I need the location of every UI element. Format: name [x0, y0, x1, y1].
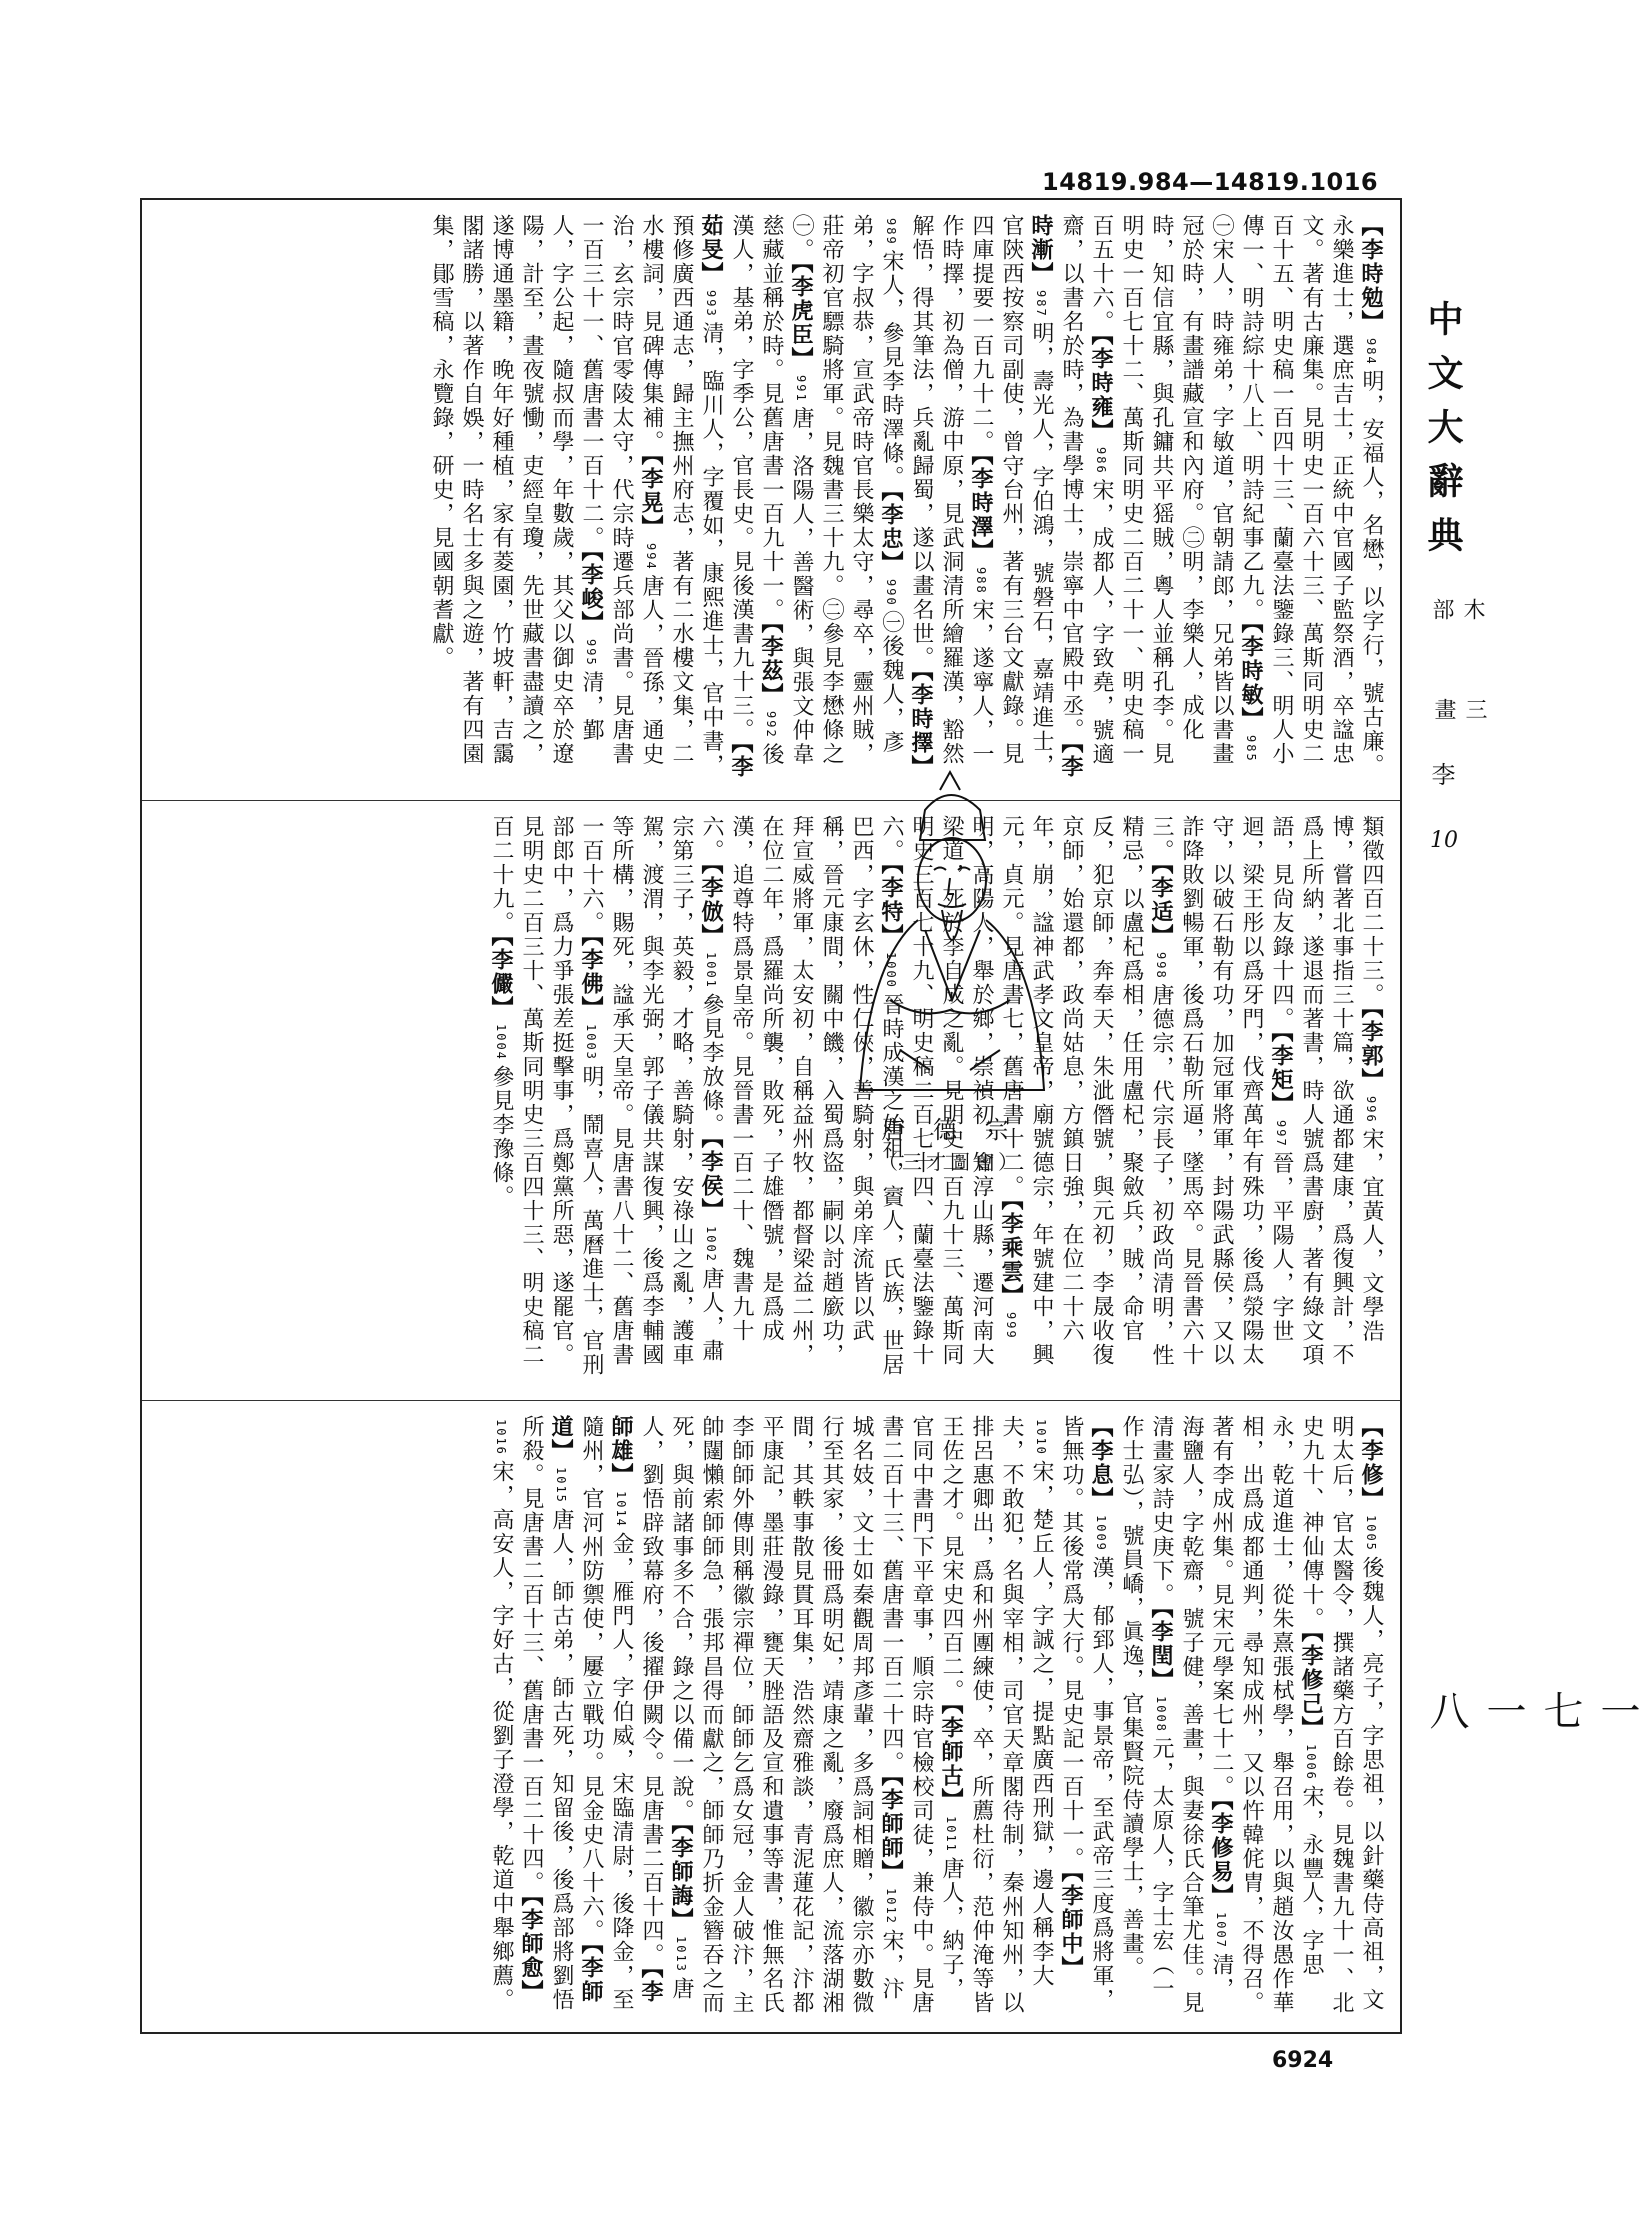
- entry-headword: 【 李乘雲 】: [998, 1199, 1024, 1308]
- entry-number: 1008: [1154, 1696, 1168, 1733]
- entry-headword: 【 李閏 】: [1148, 1607, 1174, 1692]
- portrait-caption-source: （三才圖會）: [878, 1150, 1022, 1174]
- entry-number: 1011: [944, 1816, 958, 1853]
- entry-headword: 【 李修易 】: [1208, 1799, 1234, 1908]
- entry-text: 明，壽光人，字伯鴻，號磐石，嘉靖進士，官陝西按察司副使，曾守台州，著有三台文獻錄。見四庫提要一百九十二。: [969, 214, 1054, 778]
- entry-headword: 【 李師誨 】: [668, 1823, 694, 1932]
- entry-text: 唐人，納子，官同中書門下平章事，順宗時官檢校司徒，兼侍中。見唐書二百十三、舊唐書一百二十四。: [879, 1415, 964, 2015]
- entry-headword: 【 李師雄 】: [608, 1415, 664, 2004]
- entry-text: 宋，高安人，字好古，從劉子澄學，乾道中舉鄉薦。: [489, 1459, 514, 2012]
- dictionary-title: 中文大辭典: [1422, 300, 1464, 570]
- entry-number: 985: [1244, 735, 1258, 763]
- entry-headword: 【 李佛 】: [578, 935, 604, 1020]
- entry-text: 唐人，肅宗第三子，英毅，才略，善騎射，安祿山之亂，護車駕，渡渭，與李光弼，郭子儀共謀復興，後爲李輔國等所構，賜死，諡承天皇帝。見唐書八十二、舊唐書一百十六。: [579, 815, 724, 1367]
- entry-number: 1014: [614, 1491, 628, 1528]
- entry-headword: 【 李修 】: [1358, 1415, 1384, 1511]
- entry-number: 992: [764, 711, 778, 739]
- dictionary-entry: [1359, 815, 1384, 1007]
- entry-text: 宋人，參見李時澤條。: [879, 249, 904, 490]
- entry-number: 1012: [884, 1888, 898, 1925]
- entry-text: 晉時成漢之始祖，賨人，氏族，世居巴西，字玄休，性仁俠，善騎射，與弟庠流皆以武稱，晉元康間，關中饑，入蜀爲盜，嗣以討趙廞功，拜宣威將軍，太安初，自稱益州牧，都督梁益二州，在位二年，爲羅尚所襲，敗死，子雄僭號，是爲成漢，追尊特爲景皇帝。見晉書一百二十、魏書九十六。: [699, 815, 904, 1377]
- entry-headword: 【 李修己 】: [1298, 1631, 1324, 1740]
- entry-text: ㊀宋人，時雍弟，字敏道，官朝請郎，兄弟皆以書畫冠於時，有畫譜藏宣和內府。㊁明，李樂人，成化時，知信宜縣，與孔鏞共平猺賊，粵人並稱孔李。見明史一百七十二、萬斯同明史二百二十一、明史稿一百五十六。: [1089, 214, 1234, 766]
- entry-headword: 【 李晃 】: [638, 454, 664, 539]
- entry-headword: 【 李師師 】: [878, 1775, 904, 1884]
- entry-number: 990: [884, 578, 898, 607]
- entry-text: 宋，楚丘人，字誠之，提點廣西刑獄，邊人稱李大夫，不敢犯，名與宰相，司官天章閣待制，秦州知州，以排呂惠卿出，爲和州團練使，卒，所薦杜衍，范仲淹等皆王佐之才。見宋史四百二。: [939, 1415, 1054, 2015]
- entry-headword: 【 李時漸 】: [1028, 214, 1084, 779]
- entry-text: 明，鬧喜人，萬曆進士，官刑部郎中，爲力爭張差挺擊事，爲鄭黨所惡，遂罷官。見明史二百三十、萬斯同明史三百四十三、明史稿二百二十九。: [489, 815, 604, 1377]
- entry-text: 宋，永豐人，字思永，乾道進士，從朱熹張栻學，舉召用，以與趙汝愚作華相，出爲成都通判，尋知成州，又以忤韓侂胄，不得召。著有李成州集。見宋元學案七十二。: [1209, 1415, 1324, 2015]
- band-middle: [142, 800, 1400, 1399]
- entry-number: 999: [1004, 1312, 1018, 1340]
- band-top: [142, 200, 1400, 798]
- entry-text: 參見李放條。: [699, 992, 724, 1137]
- entry-number: 1010: [1034, 1419, 1048, 1456]
- entry-headword: 【 李師古 】: [938, 1703, 964, 1812]
- entry-text: 漢，郁郅人，事景帝，至武帝三度爲將軍，皆無功。其後常爲大行。見史記一百十一。: [1059, 1415, 1114, 2012]
- entry-text: 參見李豫條。: [489, 1064, 514, 1209]
- entry-text: 宋，宜黃人，文學浩博，嘗著北事指三十篇，欲通都建康，爲復興計，不爲上所納，遂退而著書，時人號爲書廚，著有綠文項語，見尙友錄十四。: [1269, 815, 1384, 1367]
- entry-text: 唐，洛陽人，善醫術，與張文仲韋慈藏並稱於時。見舊唐書一百九十一。: [759, 214, 814, 767]
- entry-headword: 【 李茲 】: [758, 622, 784, 707]
- dictionary-entry: [489, 935, 514, 1209]
- entry-text: 後魏人，亮子，字思祖，以針藥侍高祖，文明太后，官太醫令，撰諸藥方百餘卷。見魏書九十一、北史九十、神仙傳十。: [1299, 1415, 1384, 2015]
- entry-headword: 【 李息 】: [1088, 1415, 1114, 1511]
- entry-number: 995: [584, 639, 598, 667]
- page-frame: [140, 198, 1402, 2034]
- entry-range-header: 14819.984—14819.1016: [1042, 168, 1379, 196]
- entry-text: 後漢人，基弟，字季公，官長史。見後漢書九十三。: [729, 214, 784, 767]
- entry-text: ㊀後魏人，彥弟，字叔恭，宣武帝時官長樂太守，尋卒，靈州賊，莊帝初官驃騎將軍。見魏書三十九。㊁參見李懋條之㊀。: [789, 214, 904, 766]
- entry-number: 988: [974, 567, 988, 595]
- entry-headword: 【 李郭 】: [1358, 1007, 1384, 1092]
- emperor-portrait: [830, 770, 1070, 1190]
- entry-headword: 【 李茹旻 】: [698, 214, 754, 779]
- entry-number: 1007: [1214, 1912, 1228, 1949]
- entry-number: 984: [1364, 338, 1378, 366]
- entry-headword: 【 李時勉 】: [1358, 214, 1384, 334]
- headword-char: 李: [1427, 762, 1455, 786]
- entry-text: 明，高陽人，舉於鄉，崇禎初，知淳山縣，遷河南大梁道，死於李自成之亂。見明史二百九十三、萬斯同明史三百七十九、明史稿二百七十四、蘭臺法鑒錄十六。: [879, 815, 994, 1367]
- entry-text: 元，太原人，字士宏（一作士弘），號員嶠，眞逸，官集賢院侍讀學士，善畫。: [1119, 1415, 1174, 2001]
- entry-number: 989: [884, 218, 898, 246]
- entry-headword: 【 李師道 】: [548, 1415, 604, 2004]
- entry-number: 1013: [674, 1936, 688, 1973]
- band-text-column: [166, 1415, 1386, 2015]
- entry-headword: 【 李虎臣 】: [788, 262, 814, 371]
- entry-number: 987: [1034, 290, 1048, 318]
- entry-number: 998: [1154, 952, 1168, 980]
- entry-headword: 【 李時敏 】: [1238, 622, 1264, 731]
- entry-text: 唐人，晉孫，通史治，玄宗時官零陵太守，代宗時遷兵部尚書。見唐書一百三十一、舊唐書一百十二。: [579, 214, 664, 767]
- entry-headword: 【 李侯 】: [698, 1137, 724, 1222]
- margin-header: [1418, 300, 1640, 1740]
- entry-headword: 【 李忠 】: [878, 490, 904, 575]
- entry-headword: 【 李矩 】: [1268, 1031, 1294, 1116]
- entry-headword: 【 李師中 】: [1058, 1871, 1084, 1980]
- entry-headword: 【 李特 】: [878, 863, 904, 948]
- stroke-count: 三畫: [1431, 698, 1487, 720]
- entry-number: 996: [1364, 1096, 1378, 1124]
- entry-text: 宋，成都人，字致堯，號適齋，以書名於時，為書學博士，崇寧中官殿中丞。: [1059, 214, 1114, 767]
- entry-number: 1005: [1364, 1515, 1378, 1552]
- entry-text: 清，海鹽人，字乾齋，號子健，善畫，與妻徐氏合筆尤佳。見清畫家詩史庚下。: [1149, 1415, 1234, 2015]
- entry-headword: 【 李儼 】: [488, 935, 514, 1020]
- entry-number: 993: [704, 290, 718, 318]
- entry-number: 1003: [584, 1024, 598, 1061]
- band-text-column: [166, 815, 1386, 1385]
- dictionary-entry: [1089, 214, 1264, 767]
- radical-section: 木部: [1429, 598, 1485, 624]
- portrait-caption-name: 唐 德 宗: [881, 1116, 1019, 1144]
- dictionary-entry: [699, 863, 724, 1137]
- page-number-chinese: 一七一八: [1423, 1690, 1640, 1740]
- entry-text: 宋，遂寧人，一作時擇，初為僧，游中原，見武洞清所繪羅漢，豁然解悟，得其筆法，兵亂歸蜀，遂以畫名世。: [909, 214, 994, 767]
- entry-headword: 【 李時擇 】: [908, 670, 934, 779]
- entry-number: 994: [644, 543, 658, 571]
- dictionary-entry: [429, 214, 604, 766]
- entry-headword: 【 李适 】: [1148, 863, 1174, 948]
- entry-text: 金，雁門人，字伯威，宋臨清尉，後降金，至隨州，官河州防禦使，屢立戰功。見金史八十六。: [579, 1415, 634, 2012]
- entry-text: 明，安福人，名懋，以字行，號古廉。永樂進士，選庶吉士，正統中官國子監祭酒，卒諡忠文。著有古廉集。見明史一百六十三、萬斯同明史二百十五、明史稿一百四十三、蘭臺法鑒錄三、明人小傳一、明詩綜十八上、明詩紀事乙九。: [1239, 214, 1384, 778]
- entry-text: 唐人，劉悟辟致幕府，後擢伊闕令。見唐書二百十四。: [639, 1415, 694, 2001]
- entry-text: 宋，汴城名妓，文士如秦觀周邦彥輩，多爲詞相贈，徽宗亦數微行至其家，後冊爲明妃，靖康之亂，廢爲庶人，流落湖湘間，其軼事散見貫耳集，浩然齋雅談，青泥蓮花記，汴都平康記，墨莊漫錄，甕天脞語及宣和遺事等書，惟無名氏李師師外傳則稱徽宗禪位，師師乞爲女冠，金人破汴，主帥闥懶索師師急，張邦昌得而獻之，師師乃折金簪吞之而死，與前諸事多不合，錄之以備一說。: [669, 1415, 904, 2015]
- entry-number: 986: [1094, 447, 1108, 475]
- band-bottom: [142, 1400, 1400, 2033]
- entry-number: 1004: [494, 1024, 508, 1061]
- entry-number: 1001: [704, 952, 718, 989]
- entry-text: 清，鄞人，字公起，隨叔而學，年數歲，其父以御史卒於遼陽，計至，晝夜號慟，吏經皇瓊，先世藏書盡讀之，遂博通墨籍，晚年好種植，家有菱園，竹坡軒，吉靄閣諸勝，以著作自娛，一時名士多與之遊，著有四園集，鄖雪稿，永覽錄，研史，見國朝耆獻。: [429, 214, 604, 766]
- entry-number: 1006: [1304, 1744, 1318, 1781]
- entry-headword: 【 李師愈 】: [518, 1895, 544, 2004]
- entry-text: 清，臨川人，字覆如，康熙進士，官中書，預修廣西通志，歸主撫州府志，著有二水樓文集，二水樓詞，見碑傳集補。: [639, 214, 724, 778]
- entry-text: 晉，平陽人，字世迴，梁王彤以爲牙門，伐齊萬年有殊功，後爲滎陽太守，以破石勒有功，加冠軍將軍，封陽武縣侯，又以詐降敗劉暢軍，後爲石勒所逼，墜馬卒。見晉書六十三。: [1149, 815, 1294, 1367]
- band-text-column: [166, 214, 1386, 784]
- entry-number: 1002: [704, 1225, 718, 1263]
- entry-number: 1015: [554, 1467, 568, 1504]
- entry-headword: 【 李時澤 】: [968, 454, 994, 563]
- page-number: 6924: [1272, 2048, 1334, 2073]
- entry-number: 1016: [494, 1419, 508, 1456]
- entry-number: 1000: [884, 952, 898, 989]
- entry-headword: 【 李時雍 】: [1088, 334, 1114, 443]
- entry-number: 991: [794, 375, 808, 403]
- emperor-portrait-icon: [830, 770, 1070, 1100]
- entry-text: 類徵四百二十三。: [1359, 815, 1384, 1007]
- entry-number: 997: [1274, 1120, 1288, 1148]
- dictionary-entry: [669, 1415, 904, 2015]
- entry-text: 唐德宗，代宗長子，初政尚清明，性精忌，以盧杞爲相，任用盧杞，聚斂兵，賊，命官反，犯京師，奔奉天，朱泚僭號，與元初，李晟收復京師，始還都，政尚姑息，方鎮日強，在位二十六年，崩，諡神武孝文皇帝，廟號德宗，年號建中，興元，貞元。見唐書七，舊唐書十二。: [999, 815, 1174, 1368]
- entry-headword: 【 李峻 】: [578, 550, 604, 635]
- headword-note: 10: [1430, 828, 1458, 853]
- entry-number: 1009: [1094, 1515, 1108, 1552]
- entry-headword: 【 李倣 】: [698, 863, 724, 948]
- entry-text: 唐人，師古弟，師古死，知留後，後爲部將劉悟所殺。見唐書二百十三、舊唐書一百二十四。: [519, 1415, 574, 2012]
